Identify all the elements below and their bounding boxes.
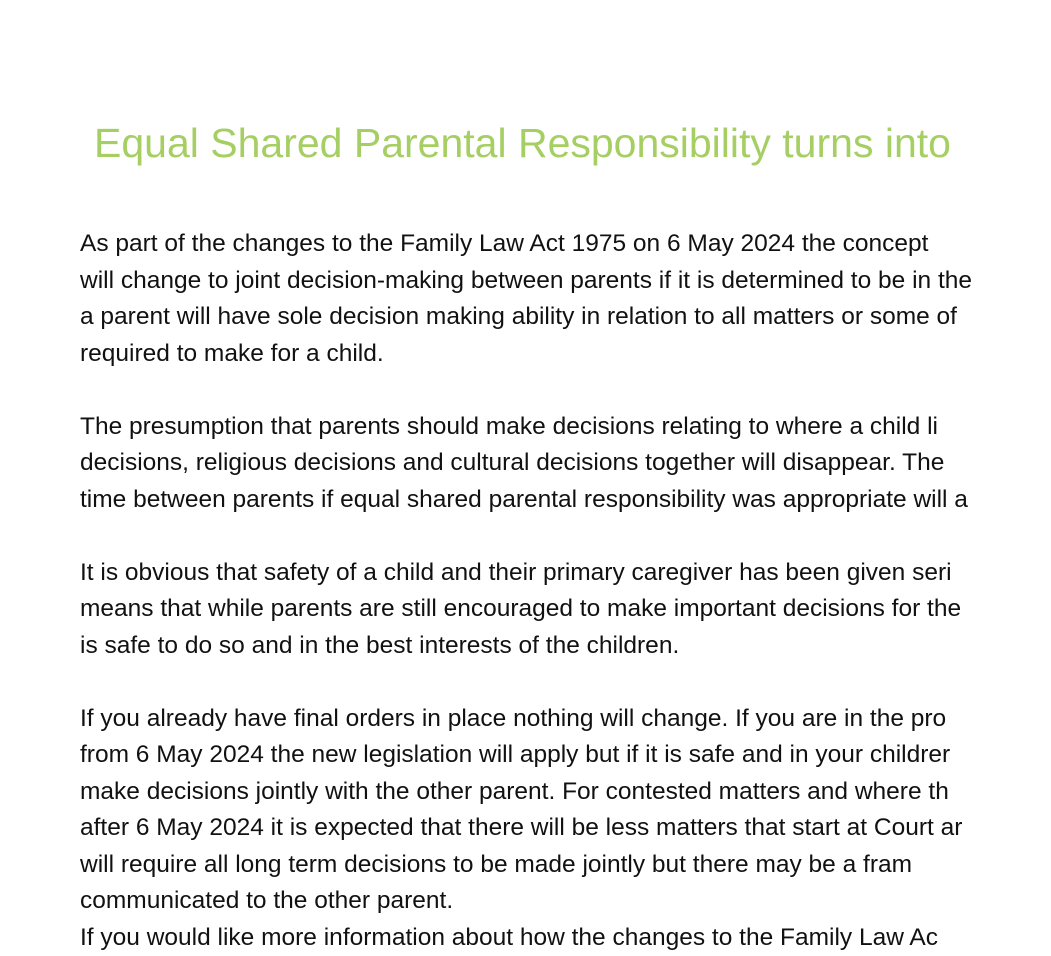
paragraph-4 bbox=[80, 701, 1051, 920]
text-line: If you already have final orders in place nothing will change. If you are in the pro bbox=[80, 704, 947, 732]
text-line: means that while parents are still encouraged to make important decisions for the bbox=[80, 595, 962, 622]
paragraph-5 bbox=[80, 920, 1051, 956]
document-body bbox=[80, 226, 1051, 956]
text-line: decisions, religious decisions and cultural decisions together will disappear. The bbox=[80, 449, 945, 476]
paragraph-2 bbox=[80, 409, 1051, 519]
text-line: As part of the changes to the Family Law Act 1975 on 6 May 2024 the concept bbox=[80, 230, 929, 257]
text-line: make decisions jointly with the other parent. For contested matters and where th bbox=[80, 777, 949, 805]
text-line: If you would like more information about how the changes to the Family Law Ac bbox=[80, 923, 938, 951]
text-line: The presumption that parents should make decisions relating to where a child li bbox=[80, 412, 938, 440]
paragraph-3 bbox=[80, 555, 1051, 665]
text-line: required to make for a child. bbox=[80, 339, 384, 367]
text-line: It is obvious that safety of a child and their primary caregiver has been given seri bbox=[80, 558, 952, 586]
text-line: a parent will have sole decision making ability in relation to all matters or some of bbox=[80, 303, 957, 330]
text-line: communicated to the other parent. bbox=[80, 887, 454, 914]
document-title: Equal Shared Parental Responsibility turns into bbox=[94, 120, 951, 166]
text-line: from 6 May 2024 the new legislation will apply but if it is safe and in your childrer bbox=[80, 741, 951, 768]
text-line: after 6 May 2024 it is expected that there will be less matters that start at Court ar bbox=[80, 814, 963, 841]
text-line: will change to joint decision-making between parents if it is determined to be in the bbox=[80, 266, 973, 294]
paragraph-1 bbox=[80, 226, 1051, 372]
text-line: is safe to do so and in the best interests of the children. bbox=[80, 631, 680, 659]
text-line: time between parents if equal shared parental responsibility was appropriate will a bbox=[80, 485, 968, 513]
text-line: will require all long term decisions to be made jointly but there may be a fram bbox=[80, 850, 913, 878]
